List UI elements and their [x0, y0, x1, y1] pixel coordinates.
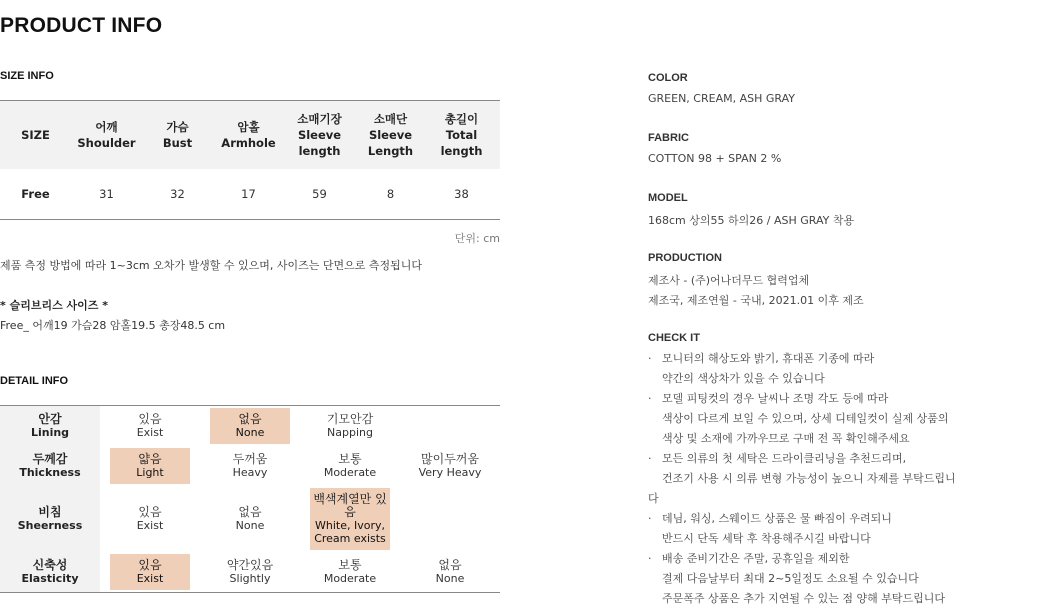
option-ko: 기모안감 [326, 412, 374, 426]
column-label-en: Armhole [221, 136, 276, 150]
column-label-en: Sleeve length [297, 128, 342, 158]
check-text: 색상이 다르게 보일 수 있으며, 상세 디테일컷이 실제 상품의 [662, 412, 949, 425]
option-en: None [435, 572, 465, 585]
option-ko: 백색계열만 있음 [313, 492, 387, 519]
detail-option-selected [110, 448, 190, 484]
table-row [0, 169, 500, 219]
check-item [648, 469, 958, 489]
size-table-header [0, 101, 500, 169]
bullet-icon: · [648, 512, 652, 525]
option-ko: 보통 [338, 558, 362, 572]
sleeveless-size-text: Free_ 어깨19 가슴28 암홀19.5 총장48.5 cm [0, 319, 226, 332]
color-heading: COLOR [648, 72, 688, 84]
size-info-heading: SIZE INFO [0, 70, 54, 82]
detail-option [210, 448, 290, 484]
option-ko: 많이두꺼움 [421, 452, 479, 466]
detail-table [0, 405, 500, 593]
detail-option [410, 554, 490, 590]
column-label-ko: 총길이 [444, 112, 479, 126]
detail-option [410, 448, 490, 484]
model-heading: MODEL [648, 192, 688, 204]
detail-option [110, 408, 190, 444]
check-item [648, 369, 958, 389]
option-ko: 없음 [238, 505, 262, 519]
size-cell: 31 [99, 187, 114, 201]
column-label-ko: 소매단 [373, 112, 408, 126]
option-ko: 두꺼움 [232, 452, 268, 466]
option-en: Slightly [229, 572, 271, 585]
option-ko: 있음 [138, 558, 162, 572]
production-line-2: 제조국, 제조연월 - 국내, 2021.01 이후 제조 [648, 294, 864, 307]
page-title: PRODUCT INFO [0, 14, 163, 37]
detail-option [110, 488, 190, 550]
production-heading: PRODUCTION [648, 252, 722, 264]
detail-label [0, 486, 100, 552]
check-item [648, 549, 958, 569]
detail-label-en: Thickness [19, 466, 81, 479]
check-item [648, 409, 958, 429]
detail-label-ko: 안감 [38, 412, 62, 426]
size-column-header [426, 111, 497, 159]
check-text: 모든 의류의 첫 세탁은 드라이클리닝을 추천드리며, [662, 452, 907, 465]
check-item [648, 509, 958, 529]
option-en: Light [136, 466, 164, 479]
column-label-en: Shoulder [77, 136, 136, 150]
bullet-icon: · [648, 552, 652, 565]
option-ko: 있음 [138, 412, 162, 426]
option-ko: 약간있음 [226, 558, 274, 572]
size-column-header [71, 119, 142, 151]
model-value: 168cm 상의55 하의26 / ASH GRAY 착용 [648, 214, 855, 227]
column-label-ko: 가슴 [166, 120, 189, 134]
size-column-header [355, 111, 426, 159]
bullet-icon: · [648, 392, 652, 405]
detail-info-heading: DETAIL INFO [0, 375, 69, 387]
column-label-ko: 암홀 [237, 120, 260, 134]
option-en: Napping [327, 426, 373, 439]
size-cell: 17 [241, 187, 256, 201]
fabric-heading: FABRIC [648, 132, 689, 144]
option-en: None [235, 519, 265, 532]
check-text: 모델 피팅컷의 경우 날씨나 조명 각도 등에 따라 [662, 392, 889, 405]
detail-option-selected [210, 408, 290, 444]
detail-option-selected [110, 554, 190, 590]
detail-label [0, 552, 100, 592]
detail-row [0, 446, 500, 486]
detail-row [0, 486, 500, 552]
sleeveless-size-title: * 슬리브리스 사이즈 * [0, 299, 109, 312]
option-ko: 없음 [238, 412, 262, 426]
check-item [648, 529, 958, 549]
option-en: White, Ivory, Cream exists [314, 519, 386, 545]
check-text: 건조기 사용 시 의류 변형 가능성이 높으니 자제를 부탁드립니 [662, 472, 956, 485]
bullet-icon: · [648, 352, 652, 365]
check-text: 색상 및 소재에 가까우므로 구매 전 꼭 확인해주세요 [662, 432, 910, 445]
option-ko: 얇음 [138, 452, 162, 466]
check-heading: CHECK IT [648, 332, 700, 344]
option-en: Exist [136, 572, 164, 585]
option-en: Exist [136, 519, 164, 532]
option-ko: 있음 [138, 505, 162, 519]
check-list [648, 349, 958, 609]
detail-label-ko: 두께감 [32, 452, 68, 466]
size-cell: 59 [312, 187, 327, 201]
detail-label-en: Sheerness [17, 519, 83, 532]
detail-label-en: Elasticity [21, 572, 79, 585]
column-label-ko: 소매기장 [297, 112, 342, 126]
check-item [648, 589, 958, 609]
column-label-ko: 어깨 [95, 120, 118, 134]
size-column-header [142, 119, 213, 151]
size-cell: Free [21, 187, 50, 201]
detail-option [210, 488, 290, 550]
check-text: 데님, 워싱, 스웨이드 상품은 물 빠짐이 우려되니 [662, 512, 892, 525]
check-text: 다 [648, 492, 659, 505]
check-text: 결제 다음날부터 최대 2~5일정도 소요될 수 있습니다 [662, 572, 919, 585]
detail-option [310, 448, 390, 484]
detail-label-ko: 신축성 [32, 558, 68, 572]
check-text: 반드시 단독 세탁 후 착용해주시길 바랍니다 [662, 532, 871, 545]
unit-label: 단위: cm [454, 232, 500, 245]
detail-label-ko: 비침 [38, 505, 62, 519]
option-en: Moderate [323, 572, 377, 585]
size-column-header [284, 111, 355, 159]
detail-option [310, 408, 390, 444]
production-line-1: 제조사 - (주)어나더무드 협력업체 [648, 274, 810, 287]
option-en: None [235, 426, 265, 439]
size-column-header [0, 127, 71, 143]
detail-label [0, 446, 100, 486]
size-cell: 38 [454, 187, 469, 201]
size-cell: 32 [170, 187, 185, 201]
size-table [0, 100, 500, 220]
check-text: 모니터의 해상도와 밝기, 휴대폰 기종에 따라 [662, 352, 875, 365]
size-column-header [213, 119, 284, 151]
detail-row [0, 406, 500, 446]
detail-option [310, 554, 390, 590]
option-en: Moderate [323, 466, 377, 479]
fabric-value: COTTON 98 + SPAN 2 % [648, 152, 782, 165]
check-text: 약간의 색상차가 있을 수 있습니다 [662, 372, 825, 385]
option-en: Exist [136, 426, 164, 439]
option-en: Heavy [232, 466, 268, 479]
check-item [648, 349, 958, 369]
detail-label-en: Lining [30, 426, 70, 439]
check-item [648, 389, 958, 409]
column-label-en: Sleeve Length [367, 128, 414, 158]
check-text: 배송 준비기간은 주말, 공휴일을 제외한 [662, 552, 850, 565]
bullet-icon: · [648, 452, 652, 465]
detail-option [210, 554, 290, 590]
check-item [648, 569, 958, 589]
detail-label [0, 406, 100, 446]
color-value: GREEN, CREAM, ASH GRAY [648, 92, 795, 105]
size-cell: 8 [386, 187, 395, 201]
detail-row [0, 552, 500, 592]
check-item [648, 449, 958, 469]
option-en: Very Heavy [418, 466, 482, 479]
detail-option-selected [310, 488, 390, 550]
column-label-ko: SIZE [21, 128, 50, 142]
column-label-en: Total length [440, 128, 483, 158]
check-text: 주문폭주 상품은 추가 지연될 수 있는 점 양해 부탁드립니다 [662, 592, 945, 605]
check-item [648, 429, 958, 449]
measurement-note: 제품 측정 방법에 따라 1~3cm 오차가 발생할 수 있으며, 사이즈는 단면으로 측정됩니다 [0, 259, 422, 272]
option-ko: 없음 [438, 558, 462, 572]
option-ko: 보통 [338, 452, 362, 466]
column-label-en: Bust [162, 136, 193, 150]
check-item [648, 489, 958, 509]
